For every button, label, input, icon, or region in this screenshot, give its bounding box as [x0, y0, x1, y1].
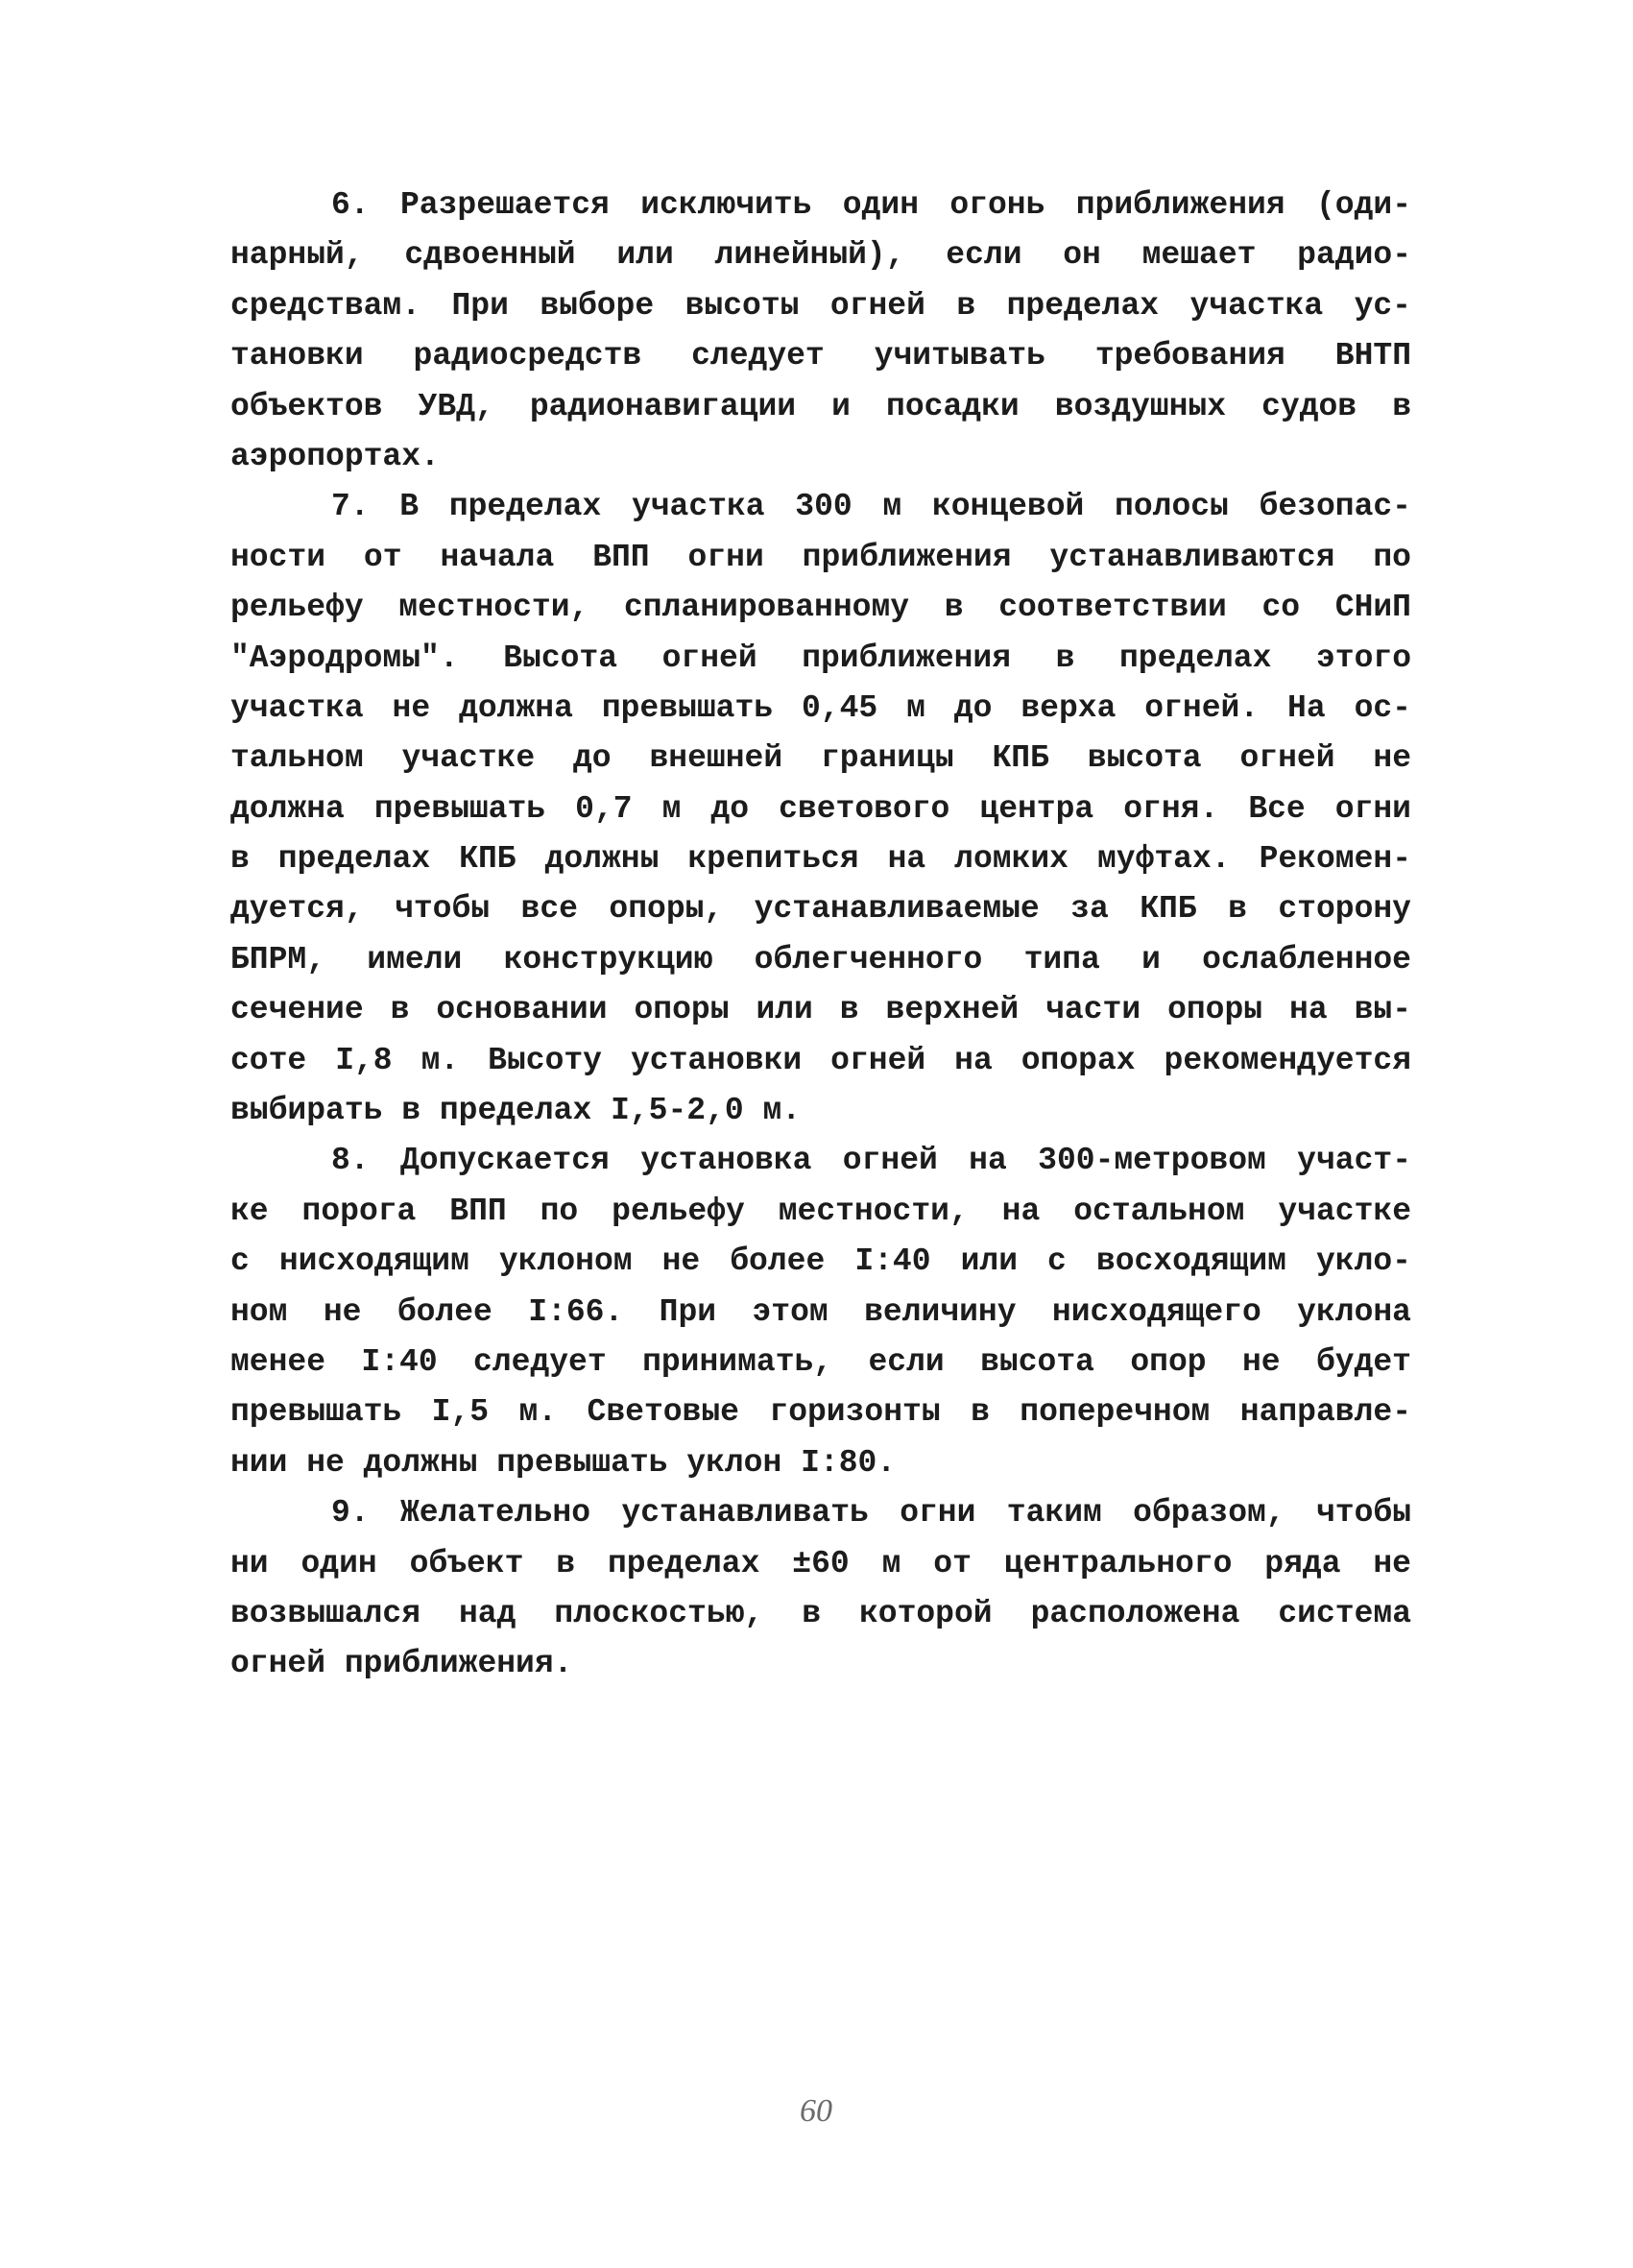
paragraph-6-line-6: аэропортах.: [230, 438, 440, 474]
paragraph-7-line-3: рельефу местности, спланированному в соответствии со СНиП: [230, 590, 1411, 626]
paragraph-8-line-2: ке порога ВПП по рельефу местности, на остальном участке: [230, 1193, 1411, 1229]
body-text: [230, 181, 1411, 1690]
paragraph-8-line-3: с нисходящим уклоном не более I:40 или с восходящим укло-: [230, 1243, 1411, 1280]
page-number: 60: [800, 2093, 832, 2129]
paragraph-6-line-3: средствам. При выборе высоты огней в пределах участка ус-: [230, 287, 1411, 324]
paragraph-7-line-13: выбирать в пределах I,5-2,0 м.: [230, 1093, 802, 1129]
paragraph-6-line-4: тановки радиосредств следует учитывать требования ВНТП: [230, 338, 1411, 374]
paragraph-8-line-4: ном не более I:66. При этом величину нисходящего уклона: [230, 1293, 1411, 1330]
paragraph-9-line-1: 9. Желательно устанавливать огни таким образом, чтобы: [331, 1495, 1411, 1532]
paragraph-8-line-1: 8. Допускается установка огней на 300-метровом участ-: [331, 1143, 1411, 1179]
paragraph-6-line-5: объектов УВД, радионавигации и посадки воздушных судов в: [230, 388, 1411, 424]
paragraph-7-line-9: дуется, чтобы все опоры, устанавливаемые за КПБ в сторону: [230, 891, 1411, 928]
paragraph-7-line-4: "Аэродромы". Высота огней приближения в пределах этого: [230, 639, 1411, 676]
paragraph-7-line-2: ности от начала ВПП огни приближения устанавливаются по: [230, 539, 1411, 575]
paragraph-7-line-6: тальном участке до внешней границы КПБ высота огней не: [230, 740, 1411, 777]
paragraph-8-line-5: менее I:40 следует принимать, если высота опор не будет: [230, 1343, 1411, 1380]
paragraph-7-line-7: должна превышать 0,7 м до светового центра огня. Все огни: [230, 790, 1411, 827]
paragraph-6-line-2: нарный, сдвоенный или линейный), если он мешает радио-: [230, 237, 1411, 274]
paragraph-7-line-10: БПРМ, имели конструкцию облегченного типа и ослабленное: [230, 941, 1411, 977]
paragraph-7-line-5: участка не должна превышать 0,45 м до верха огней. На ос-: [230, 689, 1411, 726]
paragraph-6-line-1: 6. Разрешается исключить один огонь приближения (оди-: [331, 187, 1411, 223]
paragraph-8-line-6: превышать I,5 м. Световые горизонты в поперечном направле-: [230, 1394, 1411, 1431]
paragraph-7-line-8: в пределах КПБ должны крепиться на ломких муфтах. Рекомен-: [230, 841, 1411, 878]
paragraph-9-line-4: огней приближения.: [230, 1646, 573, 1682]
paragraph-9-line-3: возвышался над плоскостью, в которой расположена система: [230, 1595, 1411, 1631]
paragraph-9-line-2: ни один объект в пределах ±60 м от центрального ряда не: [230, 1545, 1411, 1581]
paragraph-8-line-7: нии не должны превышать уклон I:80.: [230, 1444, 897, 1481]
paragraph-7-line-1: 7. В пределах участка 300 м концевой полосы безопас-: [331, 489, 1411, 525]
paragraph-7-line-11: сечение в основании опоры или в верхней части опоры на вы-: [230, 992, 1411, 1028]
paragraph-7-line-12: соте I,8 м. Высоту установки огней на опорах рекомендуется: [230, 1042, 1411, 1078]
